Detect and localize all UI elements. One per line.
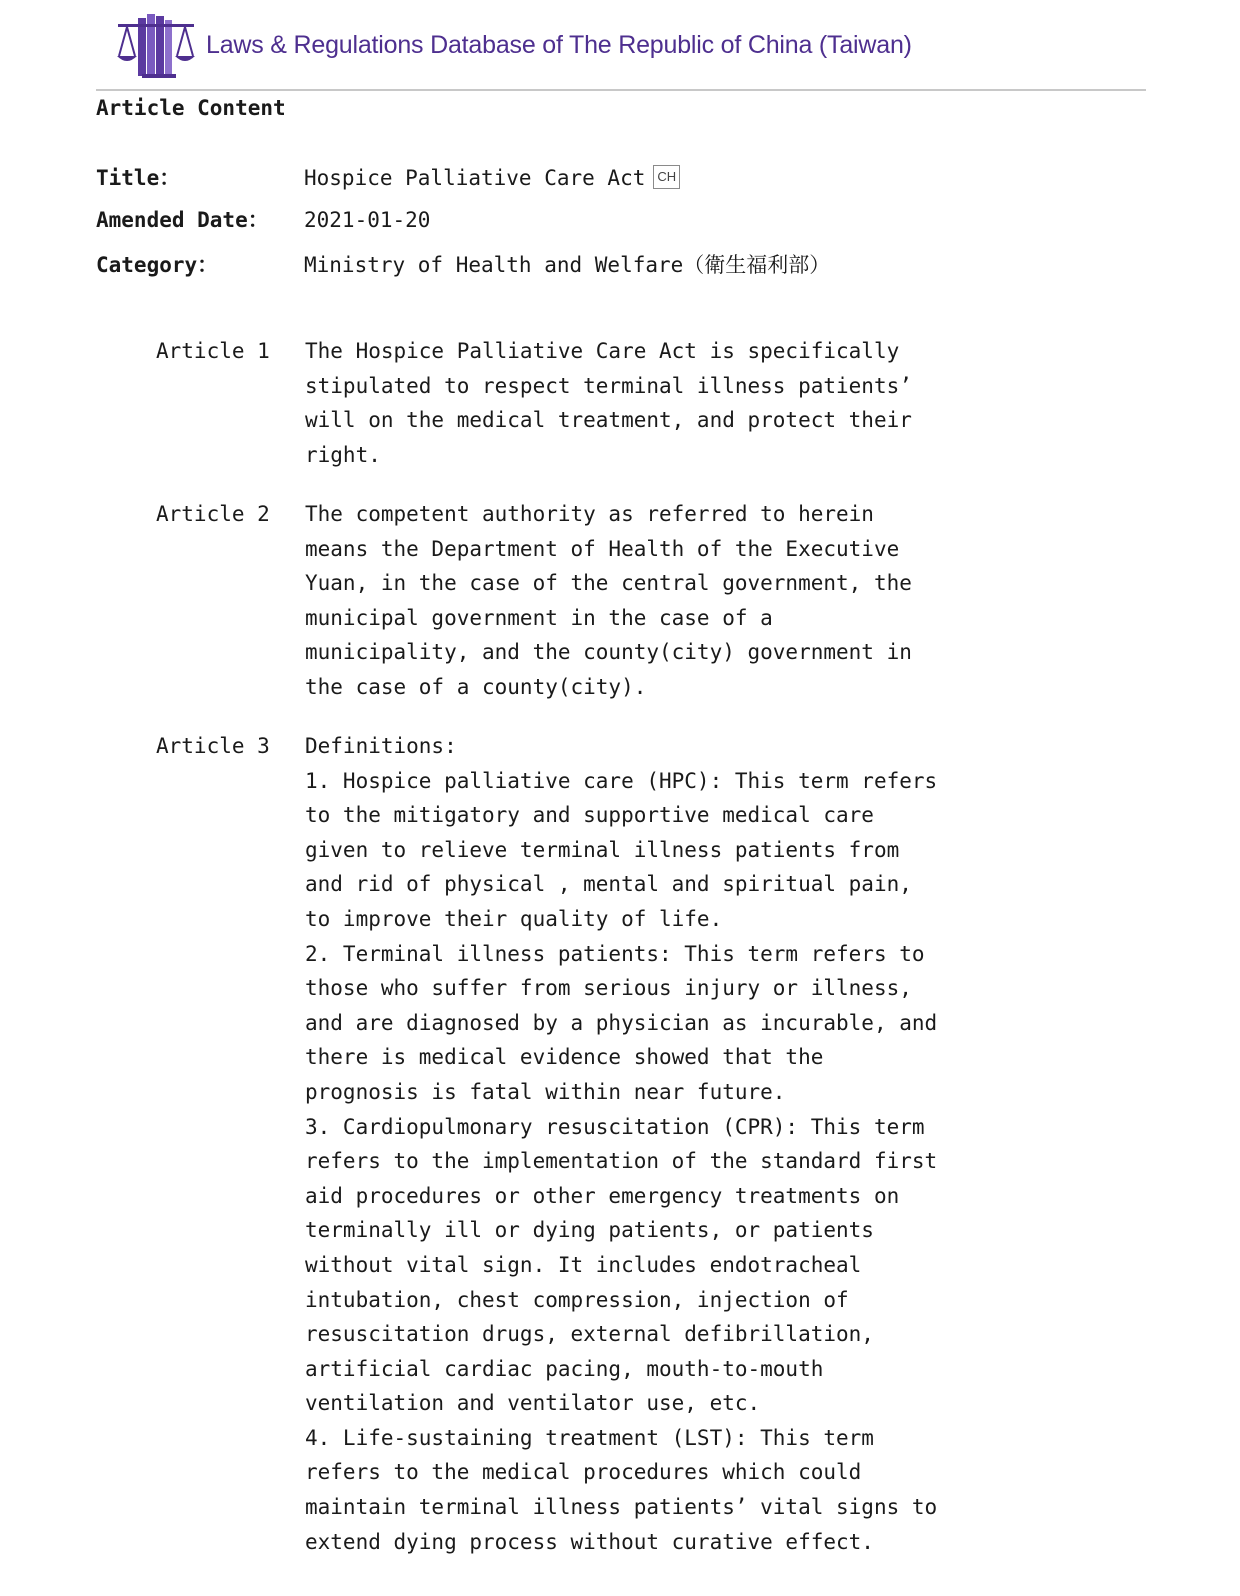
category-label: Category： [96,253,219,277]
article-paragraph: The competent authority as referred to herein means the Department of Health of the Executive Yuan, in the case of the central government, the municipal government in the case of a municipality, and the county(city) government in the case of a county(city). [305,502,925,699]
chinese-version-button[interactable]: CH [653,165,680,189]
article-number[interactable]: Article 2 [156,502,270,526]
definition-item: 3. Cardiopulmonary resuscitation (CPR): This term refers to the implementation of the standard first aid procedures or other emergency treatments on terminally ill or dying patients, or patients without vital sign. It includes endotracheal intubation, chest compression, injection of resuscitation drugs, external defibrillation, artificial cardiac pacing, mouth-to-mouth ventilation and ventilator use, etc. [305,1114,950,1416]
definition-item: 4. Life-sustaining treatment (LST): This term refers to the medical procedures which could maintain terminal illness patients’ vital signs to extend dying process without curative effect. [305,1425,950,1554]
title-label: Title： [96,166,181,190]
site-title[interactable]: Laws & Regulations Database of The Republic of China (Taiwan) [206,30,912,59]
header-divider [96,89,1146,91]
article-number[interactable]: Article 3 [156,734,270,758]
amended-date-value: 2021-01-20 [304,208,431,232]
article-body [305,497,945,705]
site-header [116,8,912,82]
law-title: Hospice Palliative Care Act [304,166,646,190]
amended-date-label: Amended Date： [96,208,269,232]
article-body [305,334,945,472]
article-paragraph: The Hospice Palliative Care Act is specifically stipulated to respect terminal illness patients’ will on the medical treatment, and protect their right. [305,339,925,467]
section-heading: Article Content [96,96,286,120]
category-value: Ministry of Health and Welfare（衛生福利部） [304,253,831,277]
article-body [305,729,950,1559]
title-value-wrap [304,164,680,192]
definitions-heading: Definitions: [305,734,457,758]
article-number[interactable]: Article 1 [156,339,270,363]
definition-item: 2. Terminal illness patients: This term refers to those who suffer from serious injury or illness, and are diagnosed by a physician as incurable, and there is medical evidence showed that the prognosis is fatal within near future. [305,941,950,1104]
scales-of-justice-logo-icon[interactable] [116,8,196,82]
definition-item: 1. Hospice palliative care (HPC): This term refers to the mitigatory and supportive medical care given to relieve terminal illness patients from and rid of physical , mental and spiritual pain, to improve their quality of life. [305,768,950,931]
